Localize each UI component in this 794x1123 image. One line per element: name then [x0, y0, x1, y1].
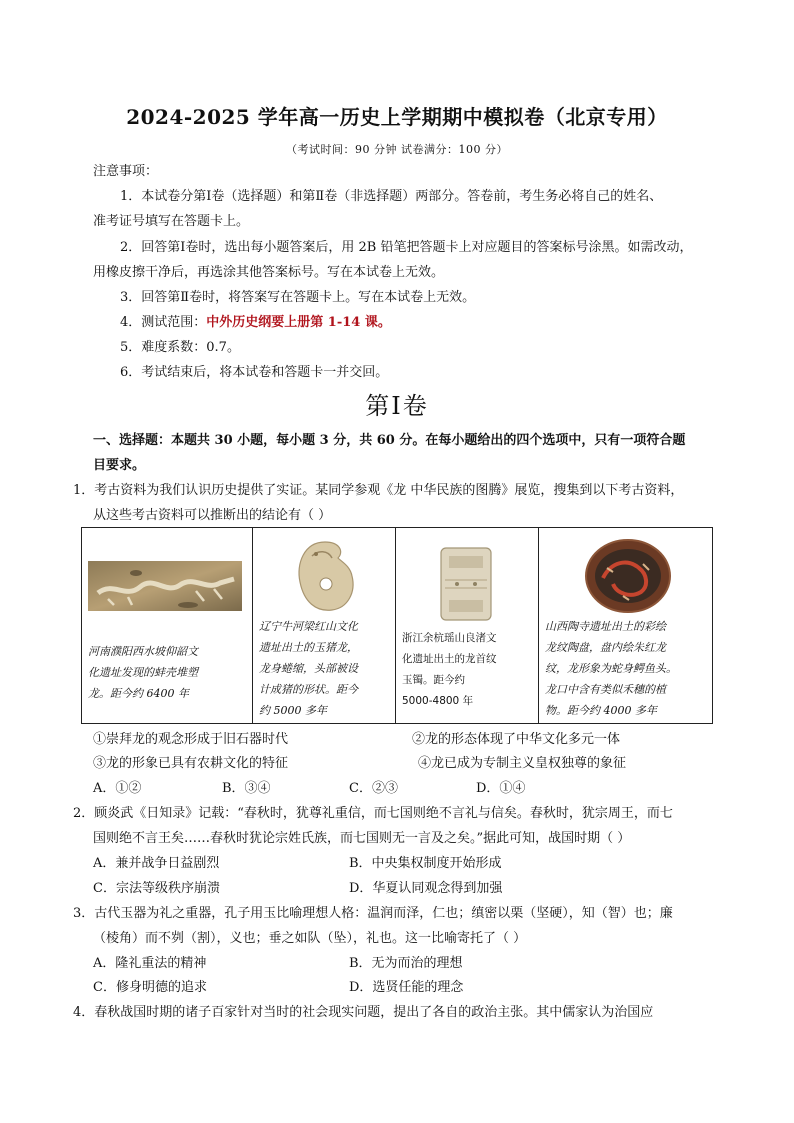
q2-option-a[interactable]: A．兼并战争日益剧烈	[93, 856, 220, 871]
artifact-caption-2	[253, 616, 395, 721]
q1-statement-4: ④龙已成为专制主义皇权独尊的象征	[418, 756, 627, 771]
artifact-2-caption-line: 遗址出土的玉猪龙，	[259, 641, 358, 654]
q1-option-b[interactable]: B．③④	[222, 781, 271, 796]
q1-statement-2: ②龙的形态体现了中华文化多元一体	[412, 732, 621, 747]
artifacts-table	[81, 527, 713, 724]
artifact-3-caption-line: 化遗址出土的龙首纹	[402, 653, 497, 665]
artifact-cell-1	[82, 528, 253, 724]
artifact-cell-3	[396, 528, 539, 724]
artifact-cell-4	[539, 528, 713, 724]
q3-stem-line-2: （棱角）而不刿（割），义也；垂之如队（坠），礼也。这一比喻寄托了（ ）	[93, 931, 527, 946]
artifact-2-caption-line: 辽宁牛河梁红山文化	[259, 620, 358, 633]
artifact-4-caption-line: 纹，龙形象为蛇身鳄鱼头。	[545, 662, 677, 675]
artifact-4-caption-line: 龙纹陶盘，盘内绘朱红龙	[545, 641, 666, 654]
q1-stem-line-2: 从这些考古资料可以推断出的结论有（ ）	[93, 508, 332, 523]
notice-item-3: 3．回答第Ⅱ卷时，将答案写在答题卡上。写在本试卷上无效。	[120, 290, 476, 305]
artifact-1-caption-line: 化遗址发现的蚌壳堆塑	[88, 666, 198, 679]
artifact-image-painted-plate	[539, 528, 712, 616]
q2-stem-line-2: 国则绝不言王矣……春秋时犹论宗姓氏族，而七国则无一言及之矣。”据此可知，战国时期（ ）	[93, 831, 631, 846]
artifact-image-jade-bracelet	[396, 528, 538, 628]
artifact-3-caption-line: 浙江余杭瑶山良渚文	[402, 632, 497, 644]
artifact-2-caption-line: 龙身蜷缩，头部被设	[259, 662, 358, 675]
section-title: 第Ⅰ卷	[365, 392, 429, 420]
notice-item-1-line-1: 1．本试卷分第Ⅰ卷（选择题）和第Ⅱ卷（非选择题）两部分。答卷前，考生务必将自己的姓名、	[120, 189, 663, 204]
q1-statement-3: ③龙的形象已具有农耕文化的特征	[93, 756, 289, 771]
notice-item-6: 6．考试结束后，将本试卷和答题卡一并交回。	[120, 365, 389, 380]
artifact-image-shell-dragon	[82, 528, 252, 623]
exam-title: 2024-2025 学年高一历史上学期期中模拟卷（北京专用）	[126, 105, 668, 129]
artifact-image-jade-pig-dragon	[253, 528, 395, 616]
artifact-1-caption-line: 河南濮阳西水坡仰韶文	[88, 645, 198, 658]
q1-option-c[interactable]: C．②③	[349, 781, 398, 796]
artifact-4-caption-line: 山西陶寺遗址出土的彩绘	[545, 620, 666, 633]
q2-option-d[interactable]: D．华夏认同观念得到加强	[349, 881, 503, 896]
q2-option-c[interactable]: C．宗法等级秩序崩溃	[93, 881, 220, 896]
notice-heading: 注意事项：	[93, 164, 159, 179]
q2-stem-line-1: 2．顾炎武《日知录》记载：“春秋时，犹尊礼重信，而七国则绝不言礼与信矣。春秋时，犹宗周王，而七	[73, 806, 673, 821]
artifact-3-caption-line: 玉镯。距今约	[402, 674, 465, 686]
q1-stem-line-1: 1．考古资料为我们认识历史提供了实证。某同学参观《龙 中华民族的图腾》展览，搜集到以下考古资料，	[73, 483, 684, 498]
notice-item-1-line-2: 准考证号填写在答题卡上。	[93, 214, 250, 229]
q4-stem-line-1: 4．春秋战国时期的诸子百家针对当时的社会现实问题，提出了各自的政治主张。其中儒家认为治国应	[73, 1005, 654, 1020]
artifact-4-caption-line: 龙口中含有类似禾穗的植	[545, 683, 666, 696]
artifact-caption-1	[82, 641, 252, 704]
section-intro-line-1: 一、选择题：本题共 30 小题，每小题 3 分，共 60 分。在每小题给出的四个选项中，只有一项符合题	[93, 433, 686, 448]
artifact-2-caption-line: 约 5000 多年	[259, 704, 327, 717]
artifact-cell-2	[253, 528, 396, 724]
notice-item-4-scope: 中外历史纲要上册第 1-14 课。	[206, 315, 391, 330]
notice-item-2-line-2: 用橡皮擦干净后，再选涂其他答案标号。写在本试卷上无效。	[93, 265, 445, 280]
notice-item-2-line-1: 2．回答第Ⅰ卷时，选出每小题答案后，用 2B 铅笔把答题卡上对应题目的答案标号涂黑。如需改动，	[120, 240, 693, 255]
section-intro-line-2: 目要求。	[93, 458, 146, 473]
q3-option-b[interactable]: B．无为而治的理想	[349, 956, 463, 971]
artifact-2-caption-line: 计成猪的形状。距今	[259, 683, 358, 696]
q3-option-c[interactable]: C．修身明德的追求	[93, 980, 207, 995]
artifact-1-caption-line: 龙。距今约 6400 年	[88, 687, 189, 700]
q3-option-a[interactable]: A．隆礼重法的精神	[93, 956, 207, 971]
q3-option-d[interactable]: D．选贤任能的理念	[349, 980, 464, 995]
artifact-4-caption-line: 物。距今约 4000 多年	[545, 704, 657, 717]
q3-stem-line-1: 3．古代玉器为礼之重器，孔子用玉比喻理想人格：温润而泽，仁也；缜密以栗（坚硬），知（智）也；廉	[73, 906, 673, 921]
q1-option-d[interactable]: D．①④	[476, 781, 526, 796]
notice-item-4	[120, 313, 391, 333]
artifact-3-caption-line: 5000-4800 年	[402, 695, 474, 707]
notice-item-5: 5．难度系数：0.7。	[120, 340, 240, 355]
exam-subtitle: （考试时间：90 分钟 试卷满分：100 分）	[286, 143, 508, 156]
artifact-caption-3	[396, 628, 538, 712]
q1-option-a[interactable]: A．①②	[93, 781, 142, 796]
notice-item-4-prefix: 4．测试范围：	[120, 315, 207, 330]
q1-statement-1: ①崇拜龙的观念形成于旧石器时代	[93, 732, 289, 747]
q2-option-b[interactable]: B．中央集权制度开始形成	[349, 856, 502, 871]
artifact-caption-4	[539, 616, 712, 721]
